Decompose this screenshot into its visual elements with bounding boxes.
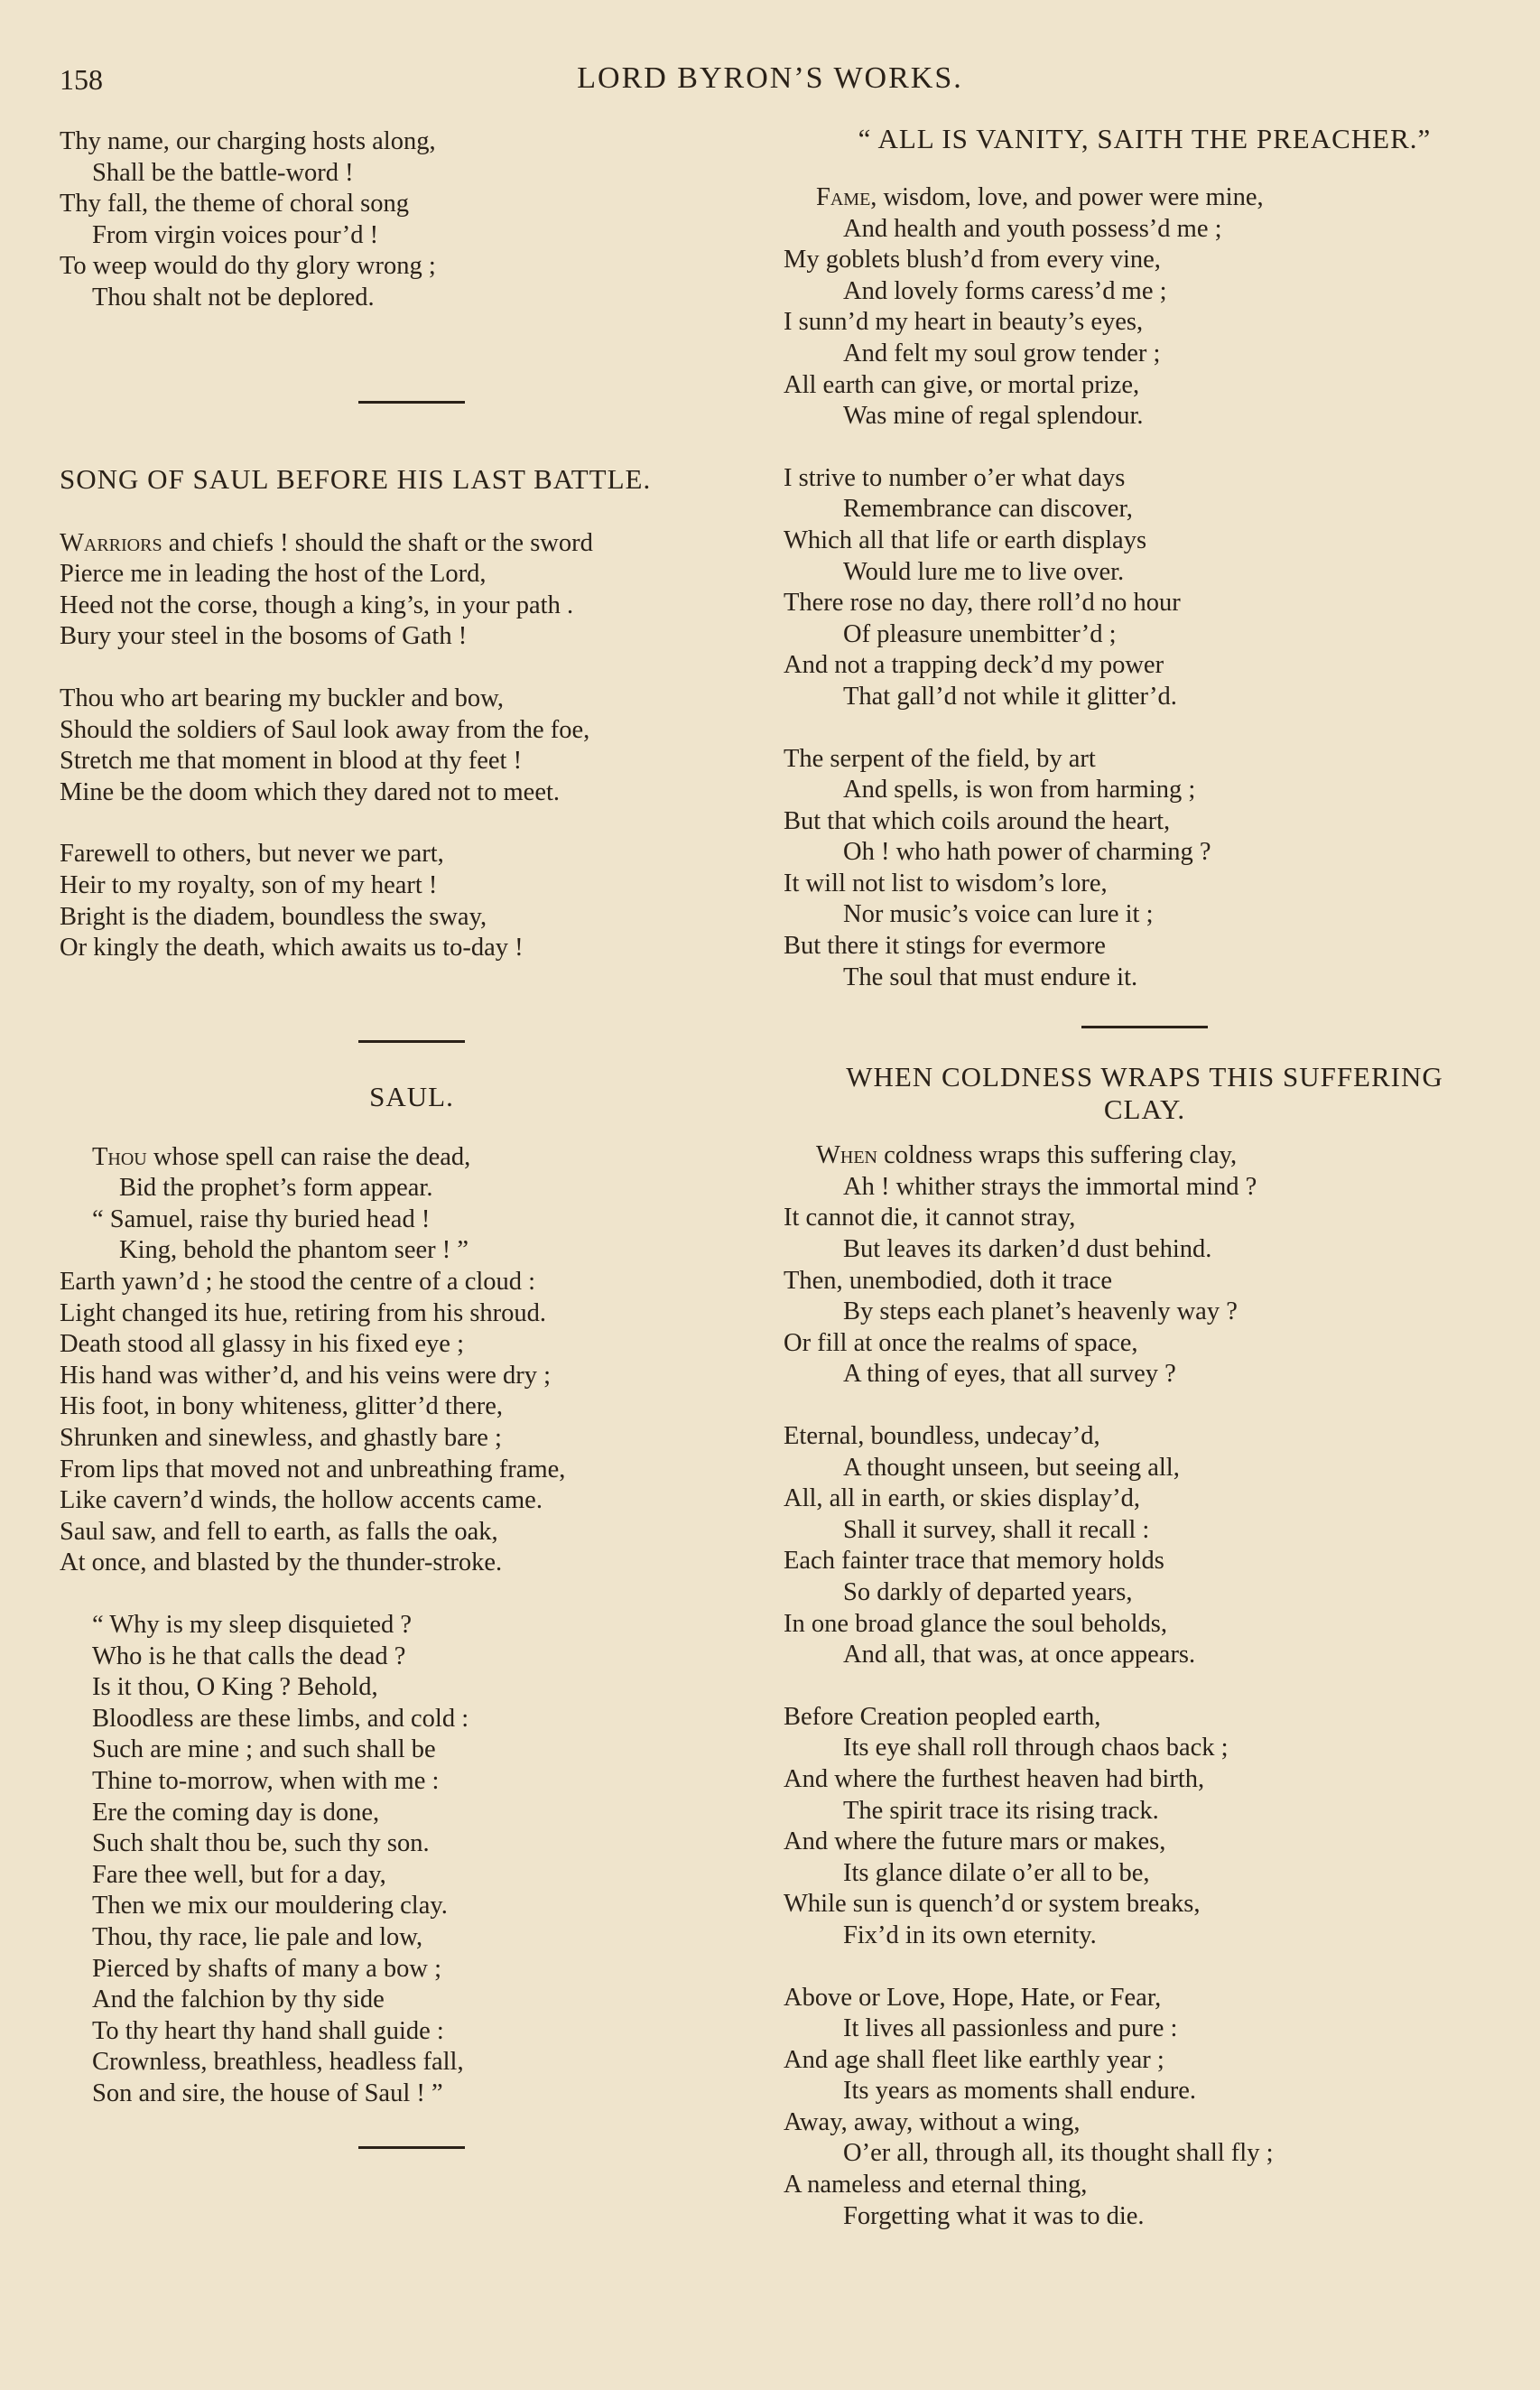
verse-line: Such are mine ; and such shall be — [92, 1735, 436, 1764]
verse-line: To weep would do thy glory wrong ; — [60, 252, 436, 281]
verse-line: Heed not the corse, though a king’s, in your path . — [60, 591, 574, 619]
verse-line: Was mine of regal splendour. — [843, 402, 1144, 431]
section-divider — [358, 401, 465, 404]
verse-line: The serpent of the field, by art — [784, 744, 1096, 773]
verse-line: There rose no day, there roll’d no hour — [784, 589, 1181, 618]
stanza — [784, 1421, 1506, 1671]
verse-line: Saul saw, and fell to earth, as falls the oak, — [60, 1517, 498, 1546]
verse-line: Should the soldiers of Saul look away from the foe, — [60, 715, 590, 744]
verse-line: Remembrance can discover, — [843, 495, 1133, 524]
section-divider — [358, 2146, 465, 2149]
verse-line: And felt my soul grow tender ; — [843, 339, 1161, 367]
verse-line: Light changed its hue, retiring from his shroud. — [60, 1298, 547, 1327]
verse-line: Its glance dilate o’er all to be, — [843, 1858, 1150, 1887]
verse-line: Each fainter trace that memory holds — [784, 1547, 1164, 1576]
verse-line: Its eye shall roll through chaos back ; — [843, 1734, 1229, 1762]
poem-body — [60, 1142, 764, 2110]
verse-line: Thine to-morrow, when with me : — [92, 1766, 440, 1795]
verse-line: I strive to number o’er what days — [784, 463, 1126, 492]
verse-line: In one broad glance the soul beholds, — [784, 1609, 1168, 1638]
verse-line: The spirit trace its rising track. — [843, 1796, 1159, 1825]
verse-line: By steps each planet’s heavenly way ? — [843, 1297, 1238, 1326]
left-column — [60, 126, 764, 2149]
verse-line: My goblets blush’d from every vine, — [784, 246, 1161, 274]
verse-line: From virgin voices pour’d ! — [92, 220, 379, 249]
verse-line: And health and youth possess’d me ; — [843, 214, 1222, 243]
right-column — [784, 123, 1506, 2232]
verse-line-text: whose spell can raise the dead, — [146, 1142, 471, 1171]
verse-line: Thou shalt not be deplored. — [92, 283, 375, 312]
verse-line: Heir to my royalty, son of my heart ! — [60, 870, 438, 899]
stanza — [60, 684, 764, 808]
verse-line: While sun is quench’d or system breaks, — [784, 1890, 1201, 1919]
poem-body — [784, 182, 1506, 993]
poem-title: CLAY. — [1103, 1093, 1186, 1126]
verse-line: Is it thou, O King ? Behold, — [92, 1673, 378, 1702]
verse-line: I sunn’d my heart in beauty’s eyes, — [784, 308, 1144, 337]
verse-line: Stretch me that moment in blood at thy feet ! — [60, 747, 523, 776]
verse-line: And age shall fleet like earthly year ; — [784, 2045, 1164, 2074]
stanza — [784, 182, 1506, 432]
verse-line: And not a trapping deck’d my power — [784, 651, 1164, 680]
verse-line: Fix’d in its own eternity. — [843, 1920, 1097, 1949]
verse-line: And spells, is won from harming ; — [843, 776, 1196, 804]
stanza — [60, 1610, 764, 2110]
verse-line: Nor music’s voice can lure it ; — [843, 900, 1154, 929]
verse-line: But there it stings for evermore — [784, 932, 1106, 961]
verse-line: “ Samuel, raise thy buried head ! — [92, 1204, 431, 1233]
verse-line: Shall be the battle-word ! — [92, 158, 354, 187]
stanza — [60, 528, 764, 653]
verse-line: Or fill at once the realms of space, — [784, 1328, 1138, 1357]
verse-line: Such shalt thou be, such thy son. — [92, 1829, 430, 1858]
stanza — [784, 463, 1506, 713]
verse-line — [784, 182, 1506, 214]
verse-line: Like cavern’d winds, the hollow accents came. — [60, 1486, 543, 1515]
running-title: LORD BYRON’S WORKS. — [577, 61, 963, 95]
verse-line: Crownless, breathless, headless fall, — [92, 2048, 464, 2077]
verse-line: But leaves its darken’d dust behind. — [843, 1235, 1212, 1264]
stanza — [784, 1702, 1506, 1952]
verse-line — [60, 528, 764, 560]
verse-line: Eternal, boundless, undecay’d, — [784, 1422, 1100, 1450]
verse-line — [60, 1142, 764, 1174]
verse-line: Death stood all glassy in his fixed eye ; — [60, 1330, 464, 1359]
verse-line: Pierce me in leading the host of the Lord, — [60, 560, 487, 589]
verse-line: A thing of eyes, that all survey ? — [843, 1360, 1176, 1389]
verse-line: Oh ! who hath power of charming ? — [843, 838, 1211, 867]
stanza-first-word: When — [816, 1141, 878, 1170]
verse-line-text: coldness wraps this suffering clay, — [877, 1141, 1238, 1170]
verse-line: Forgetting what it was to die. — [843, 2201, 1145, 2230]
verse-line — [784, 1140, 1506, 1172]
verse-line: A thought unseen, but seeing all, — [843, 1453, 1180, 1482]
verse-line: And all, that was, at once appears. — [843, 1641, 1196, 1669]
verse-line: His foot, in bony whiteness, glitter’d there, — [60, 1392, 504, 1421]
verse-line: Earth yawn’d ; he stood the centre of a cloud : — [60, 1268, 536, 1297]
verse-line: Bright is the diadem, boundless the sway, — [60, 902, 487, 931]
verse-line: And lovely forms caress’d me ; — [843, 276, 1167, 305]
verse-line: Pierced by shafts of many a bow ; — [92, 1954, 442, 1983]
stanza — [784, 1140, 1506, 1390]
verse-line: Shall it survey, shall it recall : — [843, 1515, 1150, 1544]
verse-line: Which all that life or earth displays — [784, 525, 1147, 554]
verse-line: Before Creation peopled earth, — [784, 1702, 1101, 1731]
verse-line: Its years as moments shall endure. — [843, 2077, 1196, 2106]
verse-line: O’er all, through all, its thought shall fly ; — [843, 2139, 1274, 2168]
verse-line: King, behold the phantom seer ! ” — [119, 1236, 469, 1265]
verse-line: Shrunken and sinewless, and ghastly bare ; — [60, 1424, 502, 1453]
poem-title: “ ALL IS VANITY, SAITH THE PREACHER.” — [858, 123, 1432, 154]
verse-line: Who is he that calls the dead ? — [92, 1641, 406, 1670]
verse-line: His hand was wither’d, and his veins were dry ; — [60, 1361, 552, 1390]
verse-line: Thy fall, the theme of choral song — [60, 190, 410, 219]
poem-title: WHEN COLDNESS WRAPS THIS SUFFERING — [846, 1061, 1443, 1093]
stanza-first-word: Warriors — [60, 528, 162, 557]
verse-line: All earth can give, or mortal prize, — [784, 370, 1140, 399]
verse-line: Bury your steel in the bosoms of Gath ! — [60, 622, 468, 651]
verse-line: Would lure me to live over. — [843, 557, 1125, 586]
verse-line: To thy heart thy hand shall guide : — [92, 2016, 444, 2045]
verse-line: The soul that must endure it. — [843, 963, 1138, 991]
stanza — [60, 126, 764, 314]
verse-line: That gall’d not while it glitter’d. — [843, 682, 1177, 711]
poem-body — [60, 528, 764, 964]
verse-line: Bloodless are these limbs, and cold : — [92, 1704, 469, 1733]
verse-line-text: and chiefs ! should the shaft or the sword — [162, 528, 593, 557]
poem-title: SONG OF SAUL BEFORE HIS LAST BATTLE. — [60, 462, 652, 495]
verse-line: Fare thee well, but for a day, — [92, 1860, 386, 1889]
poem-title: SAUL. — [369, 1080, 454, 1112]
verse-line: But that which coils around the heart, — [784, 806, 1171, 835]
section-divider — [358, 1040, 465, 1043]
page-number: 158 — [60, 63, 103, 96]
verse-line: From lips that moved not and unbreathing frame, — [60, 1455, 566, 1483]
verse-line: Away, away, without a wing, — [784, 2107, 1081, 2136]
stanza-first-word: Thou — [92, 1142, 147, 1171]
verse-line: Mine be the doom which they dared not to meet. — [60, 777, 561, 806]
verse-line: Thy name, our charging hosts along, — [60, 127, 436, 155]
section-divider — [1081, 1026, 1208, 1028]
verse-line: Son and sire, the house of Saul ! ” — [92, 2078, 443, 2107]
verse-line: Above or Love, Hope, Hate, or Fear, — [784, 1983, 1162, 2012]
verse-line: It will not list to wisdom’s lore, — [784, 869, 1108, 897]
verse-line: Ah ! whither strays the immortal mind ? — [843, 1172, 1257, 1201]
verse-line: And where the future mars or makes, — [784, 1827, 1166, 1856]
verse-line: Thou who art bearing my buckler and bow, — [60, 684, 505, 712]
verse-line: All, all in earth, or skies display’d, — [784, 1484, 1140, 1513]
stanza-first-word: Fame — [816, 183, 871, 211]
verse-line: Of pleasure unembitter’d ; — [843, 619, 1117, 648]
verse-line-text: , wisdom, love, and power were mine, — [870, 183, 1264, 211]
verse-line: A nameless and eternal thing, — [784, 2171, 1088, 2199]
poem-body — [784, 1140, 1506, 2232]
verse-line: Farewell to others, but never we part, — [60, 840, 444, 869]
verse-line: And the falchion by thy side — [92, 1985, 385, 2014]
verse-line: Then we mix our mouldering clay. — [92, 1892, 448, 1920]
stanza — [784, 744, 1506, 994]
stanza — [784, 1983, 1506, 2233]
verse-line: Then, unembodied, doth it trace — [784, 1266, 1113, 1295]
verse-line: So darkly of departed years, — [843, 1577, 1133, 1606]
verse-line: It cannot die, it cannot stray, — [784, 1204, 1076, 1232]
verse-line: “ Why is my sleep disquieted ? — [92, 1611, 413, 1639]
stanza — [60, 1142, 764, 1579]
verse-line: Ere the coming day is done, — [92, 1798, 380, 1827]
verse-line: Bid the prophet’s form appear. — [119, 1174, 433, 1203]
stanza — [60, 839, 764, 963]
poem-continuation — [60, 126, 764, 314]
verse-line: Or kingly the death, which awaits us to-day ! — [60, 934, 524, 963]
verse-line: It lives all passionless and pure : — [843, 2014, 1178, 2043]
verse-line: And where the furthest heaven had birth, — [784, 1764, 1205, 1793]
verse-line: At once, and blasted by the thunder-stroke. — [60, 1548, 503, 1577]
verse-line: Thou, thy race, lie pale and low, — [92, 1922, 423, 1951]
